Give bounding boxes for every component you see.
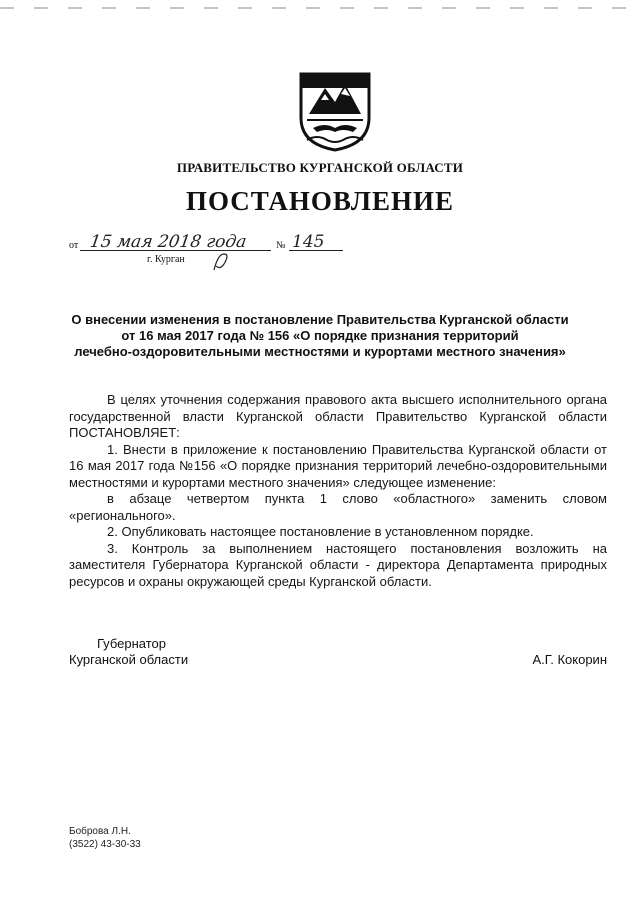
signatory-name: А.Г. Кокорин [532, 652, 607, 667]
date-prefix: от [69, 240, 79, 251]
number-prefix: № [276, 240, 286, 251]
executor-name: Боброва Л.Н. [69, 826, 131, 837]
item-2-paragraph: 2. Опубликовать настоящее постановление в установленном порядке. [107, 524, 534, 539]
handwritten-date: 15 мая 2018 года [88, 232, 248, 252]
amendment-paragraph: в абзаце четвертом пункта 1 слово «областного» заменить словом «регионального». [69, 491, 607, 523]
executor-block [69, 825, 141, 851]
government-name: ПРАВИТЕЛЬСТВО КУРГАНСКОЙ ОБЛАСТИ [176, 160, 464, 175]
item-3-paragraph: 3. Контроль за выполнением настоящего постановления возложить на заместителя Губернатора Курганской области - директора Департамента природных ресурсов и охраны окружающей среды Курганской области. [69, 540, 607, 589]
signatory-region: Курганской области [69, 652, 189, 667]
handwritten-number: 145 [292, 232, 325, 252]
title-line: от 16 мая 2017 года № 156 «О порядке признания территорий [121, 328, 519, 343]
document-type: ПОСТАНОВЛЕНИЕ [185, 186, 455, 216]
handwritten-mark [210, 250, 236, 272]
title-line: лечебно-оздоровительными местностями и курортами местного значения» [74, 344, 566, 359]
title-line: О внесении изменения в постановление Правительства Курганской области [71, 312, 569, 327]
signatory-position: Губернатор [97, 636, 166, 651]
document-body [69, 392, 607, 590]
executor-phone: (3522) 43-30-33 [69, 839, 141, 850]
city-label: г. Курган [147, 254, 185, 265]
item-1-paragraph: 1. Внести в приложение к постановлению Правительства Курганской области от 16 мая 2017 года №156 «О порядке признания территорий лечебно-оздоровительными местностями и курортами местного значения» следующее изменение: [69, 441, 607, 490]
document-title [60, 312, 580, 360]
coat-of-arms-icon [297, 70, 373, 152]
preamble-paragraph: В целях уточнения содержания правового акта высшего исполнительного органа государственной власти Курганской области Правительство Курганской области ПОСТАНОВЛЯЕТ: [69, 392, 607, 440]
scan-edge-marks [0, 7, 640, 9]
